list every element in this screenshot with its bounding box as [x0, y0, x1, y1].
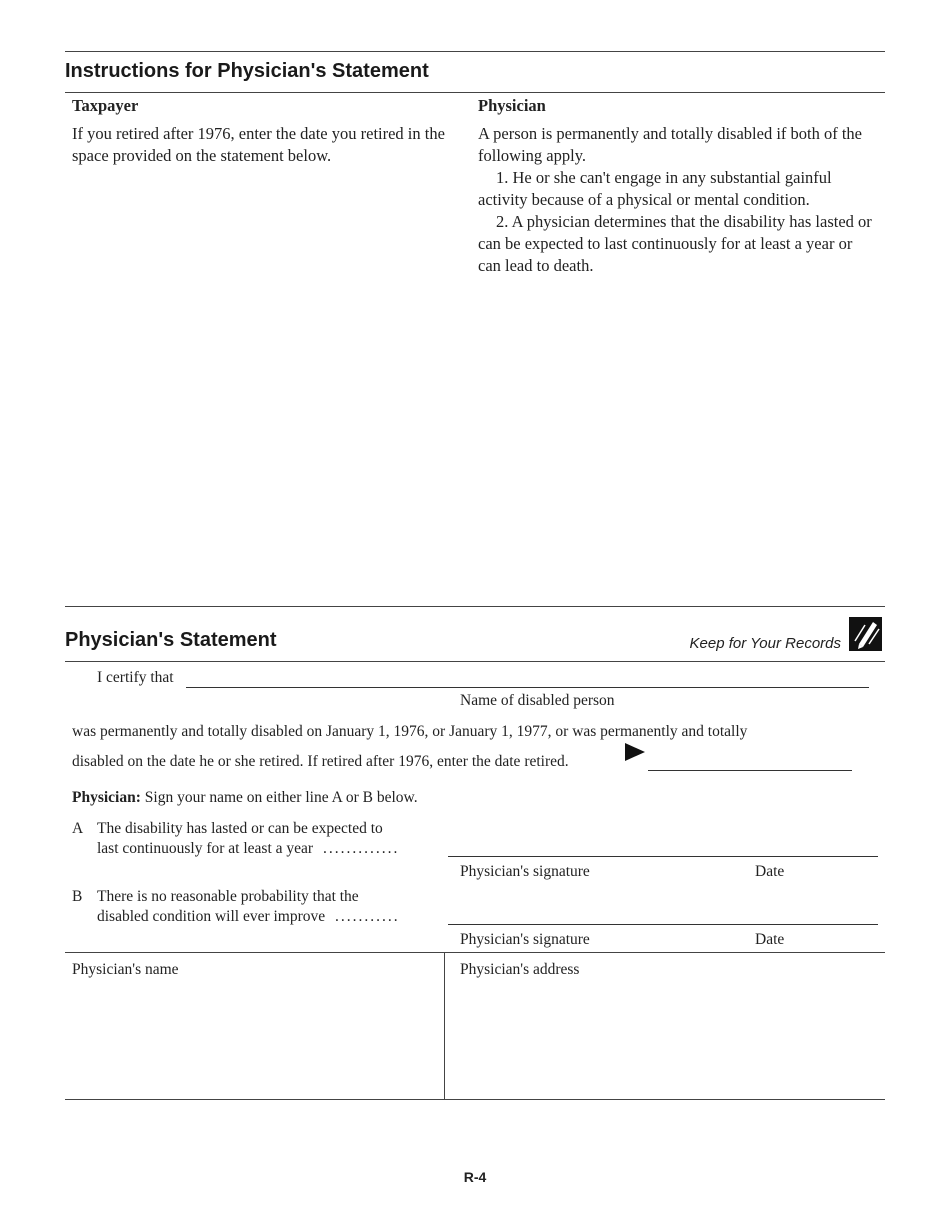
- option-b-leader: ...........: [335, 908, 400, 925]
- physician-address-box[interactable]: [445, 953, 885, 1099]
- instructions-title-rule: [65, 92, 885, 93]
- taxpayer-text: If you retired after 1976, enter the date you retired in the space provided on the statement below.: [72, 124, 445, 165]
- top-rule: [65, 51, 885, 52]
- option-b-letter: B: [72, 888, 83, 905]
- disabled-person-name-field[interactable]: [186, 687, 869, 688]
- date-b-caption: Date: [755, 931, 785, 948]
- physician-label: Physician:: [72, 789, 141, 806]
- physician-heading: Physician: [478, 96, 546, 115]
- option-a-line-1: The disability has lasted or can be expected to: [97, 820, 383, 837]
- physician-address-label: Physician's address: [460, 961, 580, 978]
- physician-item-2: 2. A physician determines that the disability has lasted or can be expected to last continuously for at least a year or can lead to death.: [478, 212, 872, 275]
- statement-title-rule: [65, 661, 885, 662]
- option-a-line-2: [97, 839, 399, 859]
- statement-title: Physician's Statement: [65, 629, 277, 651]
- boxes-bottom-rule: [65, 1099, 885, 1100]
- date-a-caption: Date: [755, 863, 785, 880]
- pencil-icon: [849, 617, 882, 651]
- physician-item-1: 1. He or she can't engage in any substantial gainful activity because of a physical or mental condition.: [478, 168, 832, 209]
- option-b-line-2: [97, 907, 400, 927]
- page-number: R-4: [463, 1169, 487, 1185]
- certify-label: I certify that: [97, 669, 174, 686]
- physician-name-label: Physician's name: [72, 961, 179, 978]
- statement-top-rule: [65, 606, 885, 607]
- signature-b-field[interactable]: [448, 924, 878, 925]
- arrow-right-icon: [625, 743, 645, 766]
- physician-intro: A person is permanently and totally disabled if both of the following apply.: [478, 124, 863, 165]
- name-caption: Name of disabled person: [460, 692, 615, 709]
- taxpayer-heading: Taxpayer: [72, 96, 139, 115]
- instructions-title: Instructions for Physician's Statement: [65, 60, 429, 82]
- signature-a-field[interactable]: [448, 856, 878, 857]
- option-b-text: disabled condition will ever improve: [97, 908, 326, 925]
- physician-criteria: [478, 123, 873, 277]
- date-retired-field[interactable]: [648, 770, 852, 771]
- option-b-line-1: There is no reasonable probability that the: [97, 888, 359, 905]
- option-a-text: last continuously for at least a year: [97, 840, 314, 857]
- physician-name-box[interactable]: [65, 953, 444, 1099]
- signature-b-caption: Physician's signature: [460, 931, 590, 948]
- keep-records-label: Keep for Your Records: [689, 635, 841, 652]
- option-a-leader: .............: [322, 840, 400, 857]
- disabled-text-line-1: was permanently and totally disabled on January 1, 1976, or January 1, 1977, or was permanently and totally: [72, 723, 748, 740]
- option-a-letter: A: [72, 820, 84, 837]
- physician-instruction: [72, 788, 418, 808]
- disabled-text-line-2: disabled on the date he or she retired. If retired after 1976, enter the date retired.: [72, 753, 569, 770]
- signature-a-caption: Physician's signature: [460, 863, 590, 880]
- physician-instruction-text: Sign your name on either line A or B below.: [144, 789, 418, 806]
